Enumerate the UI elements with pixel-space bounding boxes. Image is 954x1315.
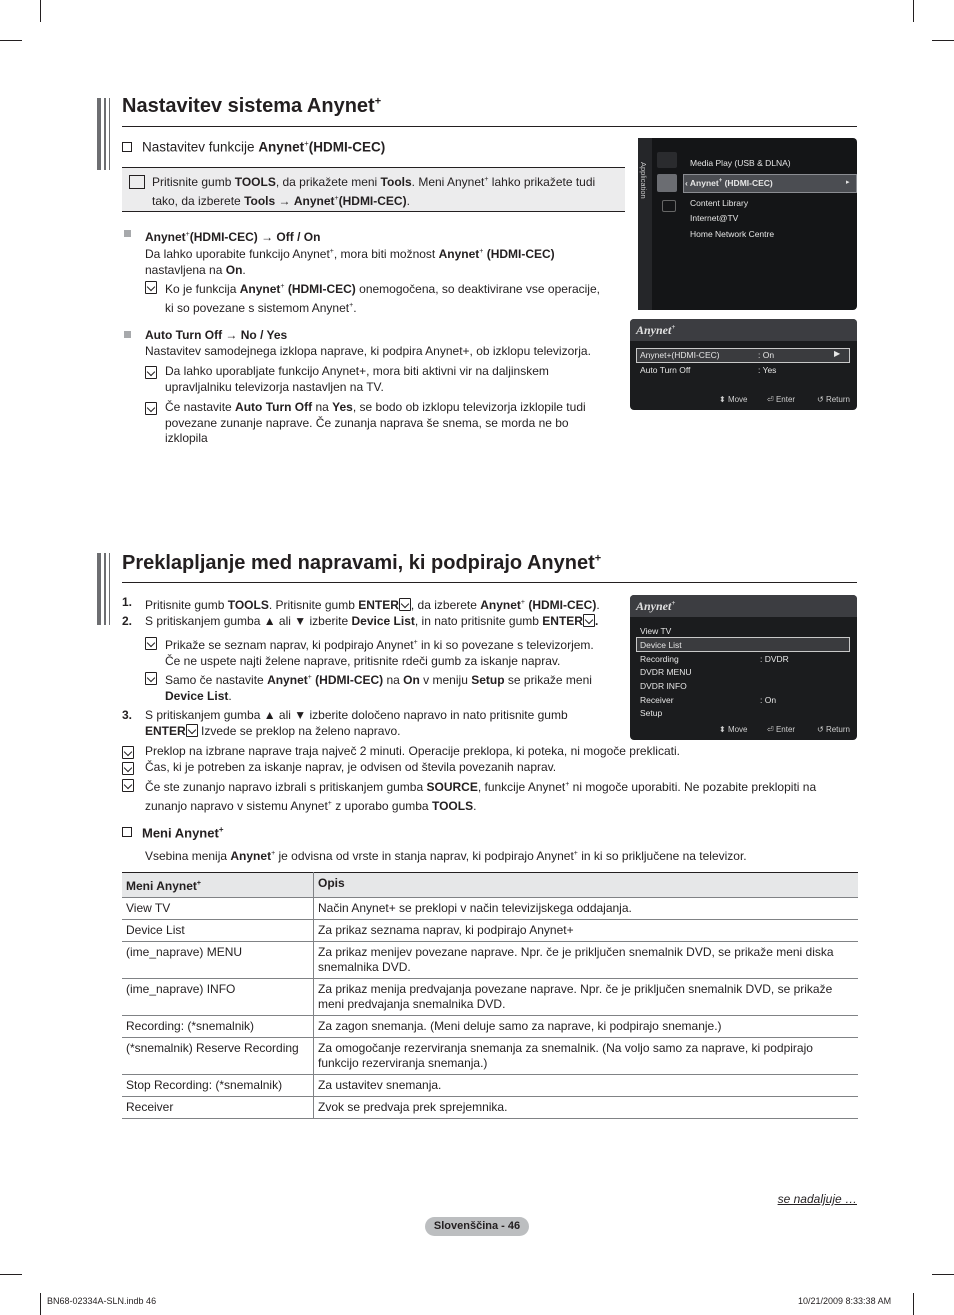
table-cell: View TV [122, 898, 314, 920]
section-bar [104, 553, 106, 625]
crop-mark [913, 0, 914, 22]
menu-item-anynet[interactable]: ‹ Anynet+ (HDMI-CEC) [685, 178, 773, 188]
application-menu-screen [638, 138, 857, 310]
menu-value: : On [760, 695, 777, 705]
step-number: 3. [122, 708, 133, 722]
media-icon [657, 152, 677, 168]
table-cell: Zvok se predvaja prek sprejemnika. [314, 1097, 859, 1119]
table-row [122, 920, 858, 942]
table-header-row [122, 873, 858, 898]
crop-mark [932, 1274, 954, 1275]
subheading: Nastavitev funkcije Anynet+(HDMI-CEC) [122, 139, 385, 155]
menu-item[interactable]: Device List [640, 640, 682, 650]
note-icon [122, 779, 134, 795]
table-cell: Stop Recording: (*snemalnik) [122, 1075, 314, 1097]
section-bar [109, 553, 110, 625]
table-cell: Za ustavitev snemanja. [314, 1075, 859, 1097]
enter-icon [399, 598, 411, 611]
note-icon [122, 746, 134, 762]
anynet-menu-table [122, 872, 858, 1119]
setting-label[interactable]: Anynet+(HDMI-CEC) [640, 350, 720, 360]
title-rule [122, 582, 857, 583]
step-number: 1. [122, 595, 133, 609]
side-label: Application [639, 162, 648, 199]
title-rule [122, 126, 857, 127]
step-number: 2. [122, 614, 133, 628]
crop-mark [913, 1293, 914, 1315]
item2-body: Nastavitev samodejnega izklopa naprave, ki podpira Anynet+, ob izklopu televizorja. [145, 344, 591, 358]
enter-hint: ⏎ Enter [767, 395, 796, 404]
table-row [122, 1038, 858, 1075]
subheading-meni: Meni Anynet+ [122, 825, 223, 840]
menu-item[interactable]: View TV [640, 626, 672, 636]
enter-icon [583, 614, 595, 627]
section-bar [109, 98, 110, 170]
menu-item[interactable]: DVDR INFO [640, 681, 687, 691]
table-row [122, 1016, 858, 1038]
table-cell: (ime_naprave) MENU [122, 942, 314, 979]
anynet-logo: Anynet+ [636, 599, 676, 613]
footer-file: BN68-02334A-SLN.indb 46 [47, 1296, 157, 1306]
header-cell: Meni Anynet+ [122, 873, 314, 898]
menu-item[interactable]: Home Network Centre [690, 229, 775, 239]
note-icon [122, 762, 134, 778]
footer-date: 10/21/2009 8:33:38 AM [798, 1296, 892, 1306]
menu-item[interactable]: Recording [640, 654, 679, 664]
move-hint: ⬍ Move [719, 725, 748, 734]
item2-heading: Auto Turn Off → No / Yes [145, 328, 288, 342]
return-hint: ↺ Return [817, 395, 850, 404]
table-row [122, 1097, 858, 1119]
table-cell: Za prikaz menija predvajanja povezane naprave. Npr. če je priključen snemalnik DVD, se prikaže meni predvajanja snemalnika DVD. [314, 979, 859, 1016]
step-1: Pritisnite gumb TOOLS. Pritisnite gumb ENTER , da izberete Anynet+ (HDMI-CEC). [145, 598, 600, 612]
table-row [122, 942, 858, 979]
table-cell: (*snemalnik) Reserve Recording [122, 1038, 314, 1075]
item1-heading: Anynet+(HDMI-CEC) → Off / On [145, 230, 321, 244]
menu-item[interactable]: Internet@TV [690, 213, 739, 223]
arrow-right-icon: ▶ [834, 349, 841, 358]
note-icon [145, 672, 157, 688]
enter-hint: ⏎ Enter [767, 725, 796, 734]
step2-note2: Samo če nastavite Anynet+ (HDMI-CEC) na On v meniju Setup se prikaže meni Device List. [165, 673, 592, 703]
item2-note1: Da lahko uporabljate funkcijo Anynet+, mora biti aktivni vir na daljinskem upravljalniku televizorja nastavljen na TV. [165, 364, 549, 394]
table-cell: Receiver [122, 1097, 314, 1119]
menu-value: : DVDR [760, 654, 789, 664]
anynet-settings-screen [630, 319, 857, 410]
item2-note2: Če nastavite Auto Turn Off na Yes, se bodo ob izklopu televizorja izklopile tudi povezane zunanje naprave. Če zunanja naprava še snema, se morda ne bo izklopila [165, 400, 586, 445]
table-cell: Za zagon snemanja. (Meni deluje samo za naprave, ki podpirajo snemanje.) [314, 1016, 859, 1038]
anynet-logo: Anynet+ [636, 323, 676, 337]
menu-item[interactable]: Media Play (USB & DLNA) [690, 158, 791, 168]
menu-item[interactable]: Setup [640, 708, 663, 718]
table-cell: Recording: (*snemalnik) [122, 1016, 314, 1038]
menu-item[interactable]: DVDR MENU [640, 667, 692, 677]
general-note-2: Čas, ki je potreben za iskanje naprav, je odvisen od števila povezanih naprav. [145, 760, 557, 774]
menu-intro: Vsebina menija Anynet+ je odvisna od vrste in stanja naprav, ki podpirajo Anynet+ in ki so priključene na televizor. [145, 849, 747, 863]
table-cell: Za prikaz menijev povezane naprave. Npr. če je priključen snemalnik DVD, se prikaže meni diska snemalnika DVD. [314, 942, 859, 979]
crop-mark [0, 40, 22, 41]
item1-note: Ko je funkcija Anynet+ (HDMI-CEC) onemogočena, so deaktivirane vse operacije, ki so povezane s sistemom Anynet+. [165, 282, 600, 315]
section-bar [104, 98, 106, 170]
note-icon [145, 366, 157, 382]
table-cell: (ime_naprave) INFO [122, 979, 314, 1016]
crop-mark [0, 1274, 22, 1275]
note-icon [145, 402, 157, 418]
continued-label: se nadaljuje … [777, 1192, 857, 1206]
crop-mark [932, 40, 954, 41]
bullet-square [124, 328, 131, 344]
section-title: Preklapljanje med napravami, ki podpirajo Anynet+ [122, 552, 602, 574]
section-bar [97, 553, 101, 625]
setting-label[interactable]: Auto Turn Off [640, 365, 691, 375]
setting-value: : On [758, 350, 775, 360]
table-row [122, 898, 858, 920]
note-icon [145, 637, 157, 653]
bullet-square [124, 227, 131, 243]
anynet-icon [657, 174, 677, 192]
return-hint: ↺ Return [817, 725, 850, 734]
arrow-right-icon: ▸ [846, 179, 850, 186]
anynet-device-screen [630, 595, 857, 740]
table-row [122, 979, 858, 1016]
crop-mark [40, 1293, 41, 1315]
page-number-badge: Slovenščina - 46 [425, 1217, 529, 1236]
step2-note1: Prikaže se seznam naprav, ki podpirajo Anynet+ in ki so povezane s televizorjem. Če ne uspete najti želene naprave, pritisnite rdeči gumb za iskanje naprav. [165, 638, 594, 668]
header-cell: Opis [314, 873, 859, 898]
library-icon [662, 200, 676, 212]
table-cell: Device List [122, 920, 314, 942]
note-icon [145, 281, 157, 297]
table-cell: Za omogočanje rezerviranja snemanja za snemalnik. (Na voljo samo za naprave, ki podpirajo funkcijo rezerviranja snemanja.) [314, 1038, 859, 1075]
item1-body: Da lahko uporabite funkcijo Anynet+, mora biti možnost Anynet+ (HDMI-CEC) nastavljena na On. [145, 247, 555, 277]
general-note-3: Če ste zunanjo napravo izbrali s pritiskanjem gumba SOURCE, funkcije Anynet+ ni mogoče uporabiti. Ne pozabite preklopiti na zunanjo napravo v sistemu Anynet+ z uporabo gumba TOOLS. [145, 780, 817, 813]
section-bar [97, 98, 101, 170]
crop-mark [40, 0, 41, 22]
table-row [122, 1075, 858, 1097]
menu-item[interactable]: Content Library [690, 198, 749, 208]
step-2: S pritiskanjem gumba ▲ ali ▼ izberite Device List, in nato pritisnite gumb ENTER . [145, 614, 599, 628]
tools-note-text: Pritisnite gumb TOOLS, da prikažete meni Tools. Meni Anynet+ lahko prikažete tudi tako, da izberete Tools → Anynet+(HDMI-CEC). [152, 175, 596, 208]
menu-item[interactable]: Receiver [640, 695, 674, 705]
table-cell: Način Anynet+ se preklopi v način televizijskega oddajanja. [314, 898, 859, 920]
general-note-1: Preklop na izbrane naprave traja največ 2 minuti. Operacije preklopa, ki poteka, ni mogoče preklicati. [145, 744, 680, 758]
tools-icon [129, 175, 145, 189]
table-cell: Za prikaz seznama naprav, ki podpirajo Anynet+ [314, 920, 859, 942]
section-title: Nastavitev sistema Anynet+ [122, 95, 382, 117]
step-3: S pritiskanjem gumba ▲ ali ▼ izberite določeno napravo in nato pritisnite gumb ENTER Izvede se preklop na želeno napravo. [145, 708, 568, 738]
move-hint: ⬍ Move [719, 395, 748, 404]
setting-value: : Yes [758, 365, 777, 375]
enter-icon [186, 724, 198, 737]
